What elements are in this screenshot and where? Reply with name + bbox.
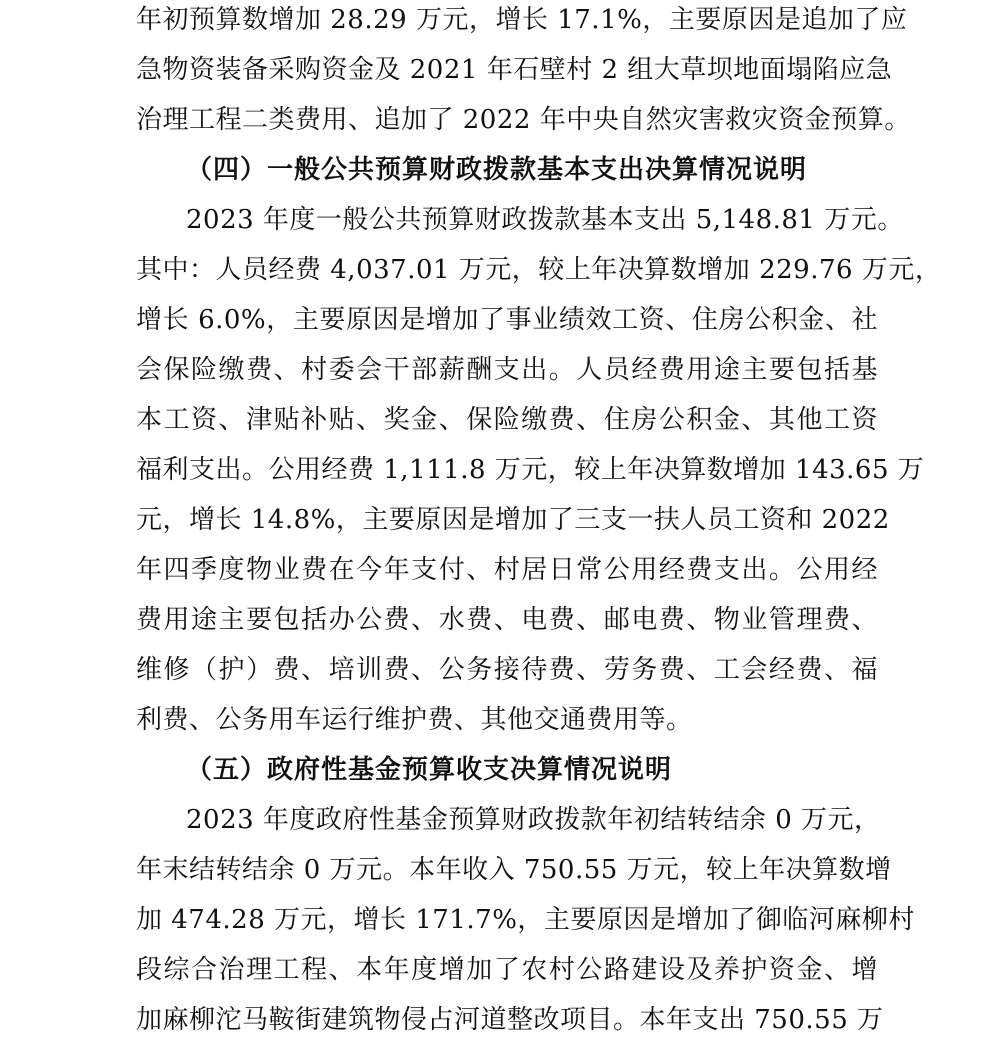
paragraph-line: 2023 年度政府性基金预算财政拨款年初结转结余 0 万元， [186, 805, 881, 835]
paragraph-line: 增长 6.0%，主要原因是增加了事业绩效工资、住房公积金、社 [136, 305, 878, 335]
paragraph-line: 年末结转结余 0 万元。本年收入 750.55 万元，较上年决算数增 [136, 855, 892, 885]
section-heading-5: （五）政府性基金预算收支决算情况说明 [186, 755, 673, 785]
paragraph-line: 治理工程二类费用、追加了 2022 年中央自然灾害救灾资金预算。 [136, 105, 911, 135]
paragraph-line: 加 474.28 万元，增长 171.7%，主要原因是增加了御临河麻柳村 [136, 905, 915, 935]
paragraph-line: 本工资、津贴补贴、奖金、保险缴费、住房公积金、其他工资 [136, 405, 878, 435]
paragraph-line: 福利支出。公用经费 1,111.8 万元，较上年决算数增加 143.65 万 [136, 455, 925, 485]
paragraph-line: 加麻柳沱马鞍街建筑物侵占河道整改项目。本年支出 750.55 万 [136, 1005, 884, 1035]
paragraph-line: 年四季度物业费在今年支付、村居日常公用经费支出。公用经 [136, 555, 878, 585]
paragraph-line: 费用途主要包括办公费、水费、电费、邮电费、物业管理费、 [136, 605, 878, 635]
section-heading-4: （四）一般公共预算财政拨款基本支出决算情况说明 [186, 155, 808, 185]
paragraph-line: 段综合治理工程、本年度增加了农村公路建设及养护资金、增 [136, 955, 878, 985]
paragraph-line: 会保险缴费、村委会干部薪酬支出。人员经费用途主要包括基 [136, 355, 878, 385]
paragraph-line: 急物资装备采购资金及 2021 年石壁村 2 组大草坝地面塌陷应急 [136, 55, 893, 85]
paragraph-line: 年初预算数增加 28.29 万元，增长 17.1%，主要原因是追加了应 [136, 5, 908, 35]
paragraph-line: 维修（护）费、培训费、公务接待费、劳务费、工会经费、福 [136, 655, 878, 685]
paragraph-line: 元，增长 14.8%，主要原因是增加了三支一扶人员工资和 2022 [136, 505, 890, 535]
paragraph-line: 利费、公务用车运行维护费、其他交通费用等。 [136, 705, 693, 735]
paragraph-line: 2023 年度一般公共预算财政拨款基本支出 5,148.81 万元。 [186, 205, 904, 235]
paragraph-line: 其中：人员经费 4,037.01 万元，较上年决算数增加 229.76 万元， [136, 255, 942, 285]
